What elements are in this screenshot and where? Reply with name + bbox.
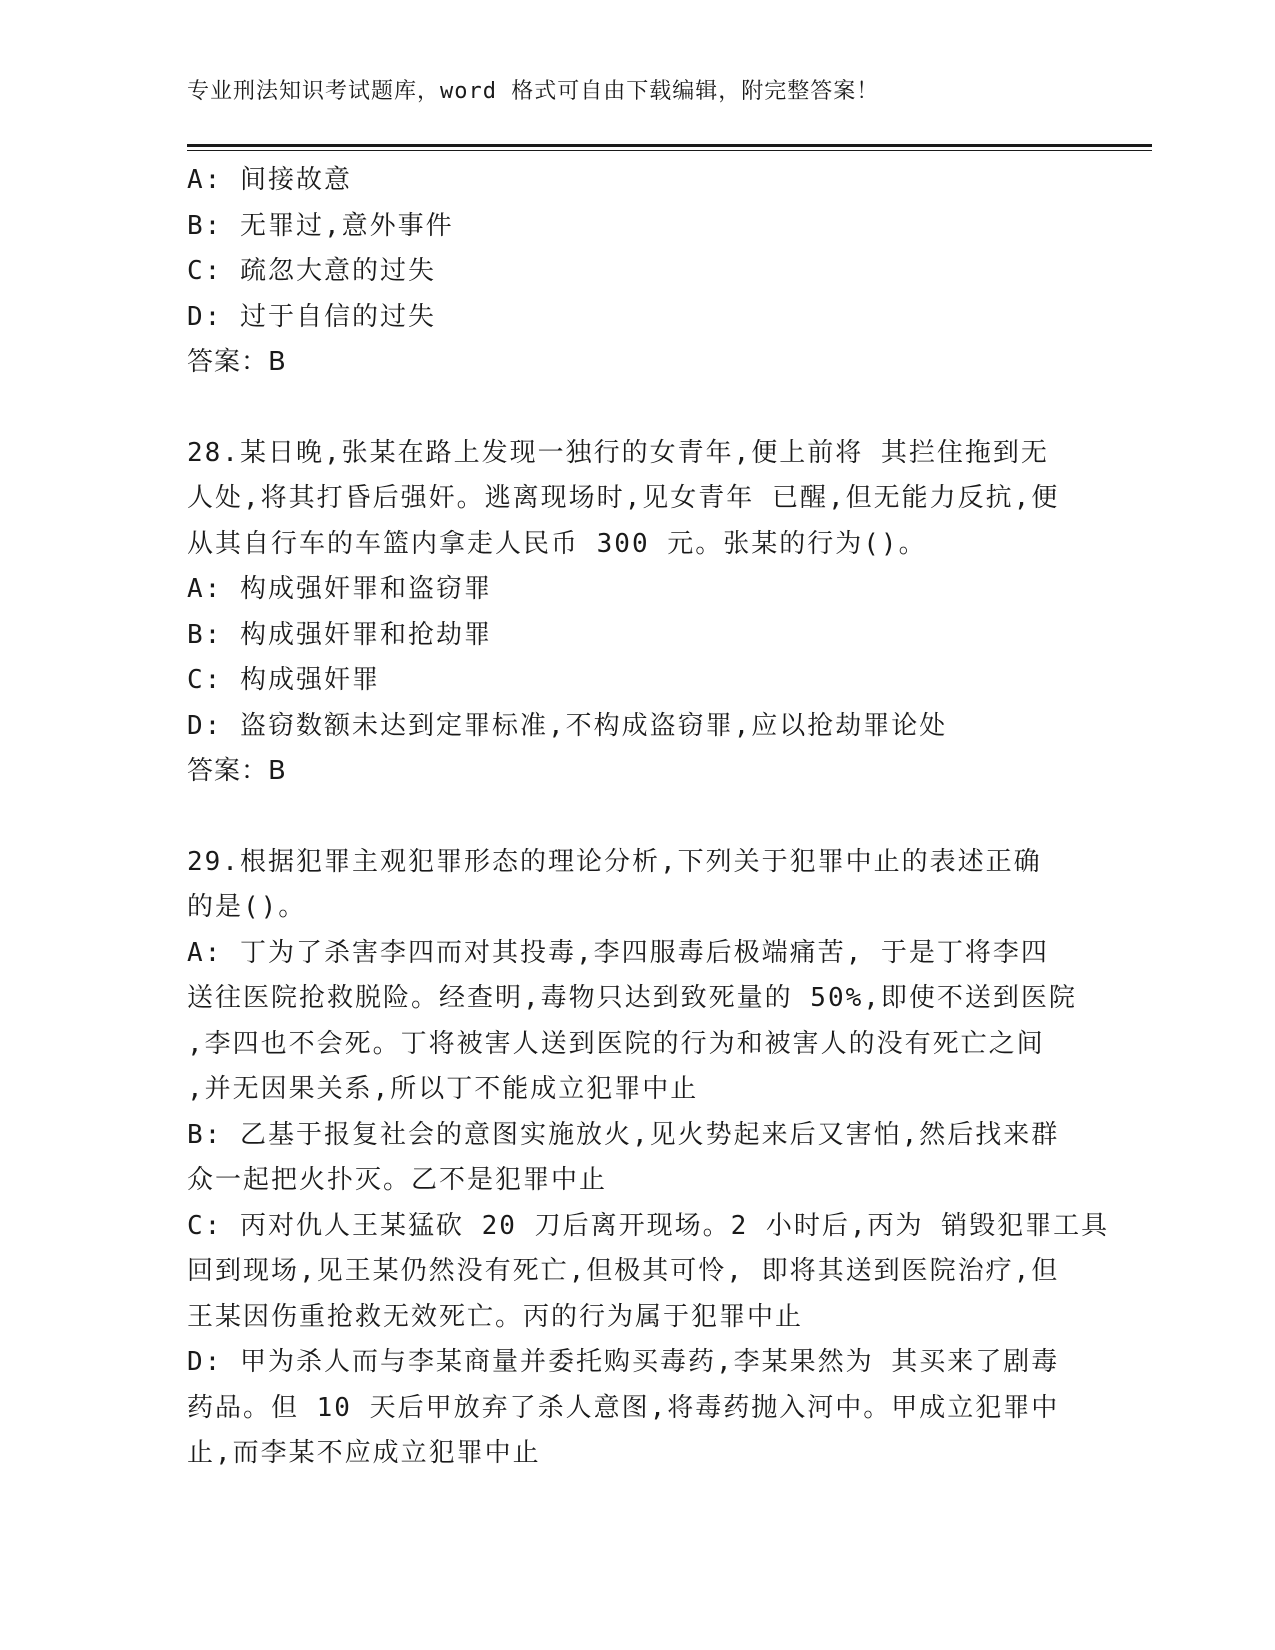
option-d: D: 盗窃数额未达到定罪标准,不构成盗窃罪,应以抢劫罪论处 <box>187 710 948 741</box>
option-c-line: C: 丙对仇人王某猛砍 20 刀后离开现场。2 小时后,丙为 销毁犯罪工具 <box>187 1210 1110 1241</box>
question-stem-line: 28.某日晚,张某在路上发现一独行的女青年,便上前将 其拦住拖到无 <box>187 437 1049 468</box>
option-a-line: ,李四也不会死。丁将被害人送到医院的行为和被害人的没有死亡之间 <box>187 1028 1045 1059</box>
option-a-line: ,并无因果关系,所以丁不能成立犯罪中止 <box>187 1074 699 1104</box>
question-stem-line: 从其自行车的车篮内拿走人民币 300 元。张某的行为()。 <box>187 528 927 559</box>
option-b-line: 众一起把火扑灭。乙不是犯罪中止 <box>187 1165 608 1195</box>
option-c-line: 回到现场,见王某仍然没有死亡,但极其可怜, 即将其送到医院治疗,但 <box>187 1256 1060 1286</box>
option-a: A: 间接故意 <box>187 165 352 195</box>
option-d-line: D: 甲为杀人而与李某商量并委托购买毒药,李某果然为 其买来了剧毒 <box>187 1347 1060 1377</box>
option-d: D: 过于自信的过失 <box>187 301 436 332</box>
header-rule-thin <box>187 150 1152 151</box>
option-b: B: 构成强奸罪和抢劫罪 <box>187 619 492 650</box>
option-a: A: 构成强奸罪和盗窃罪 <box>187 574 492 604</box>
answer: 答案：B <box>187 347 287 377</box>
option-c: C: 疏忽大意的过失 <box>187 256 436 286</box>
option-d-line: 止,而李某不应成立犯罪中止 <box>187 1438 541 1468</box>
option-b-line: B: 乙基于报复社会的意图实施放火,见火势起来后又害怕,然后找来群 <box>187 1119 1060 1150</box>
question-stem-line: 29.根据犯罪主观犯罪形态的理论分析,下列关于犯罪中止的表述正确 <box>187 846 1042 877</box>
answer: 答案：B <box>187 756 287 786</box>
question-27 <box>187 158 1087 386</box>
option-a-line: 送往医院抢救脱险。经查明,毒物只达到致死量的 50%,即使不送到医院 <box>187 983 1077 1013</box>
question-stem-line: 的是()。 <box>187 892 307 922</box>
option-b: B: 无罪过,意外事件 <box>187 210 454 241</box>
question-29 <box>187 840 1110 1477</box>
spacer <box>187 795 1087 840</box>
option-c-line: 王某因伤重抢救无效死亡。丙的行为属于犯罪中止 <box>187 1301 804 1332</box>
option-a-line: A: 丁为了杀害李四而对其投毒,李四服毒后极端痛苦, 于是丁将李四 <box>187 937 1049 968</box>
document-body <box>187 158 1110 1477</box>
question-stem-line: 人处,将其打昏后强奸。逃离现场时,见女青年 已醒,但无能力反抗,便 <box>187 483 1060 513</box>
option-d-line: 药品。但 10 天后甲放弃了杀人意图,将毒药抛入河中。甲成立犯罪中 <box>187 1392 1060 1423</box>
question-28 <box>187 431 1087 795</box>
option-c: C: 构成强奸罪 <box>187 665 380 695</box>
spacer <box>187 386 1087 431</box>
header-rule-thick <box>187 144 1152 147</box>
page-header: 专业刑法知识考试题库，word 格式可自由下载编辑，附完整答案！ <box>187 79 880 104</box>
